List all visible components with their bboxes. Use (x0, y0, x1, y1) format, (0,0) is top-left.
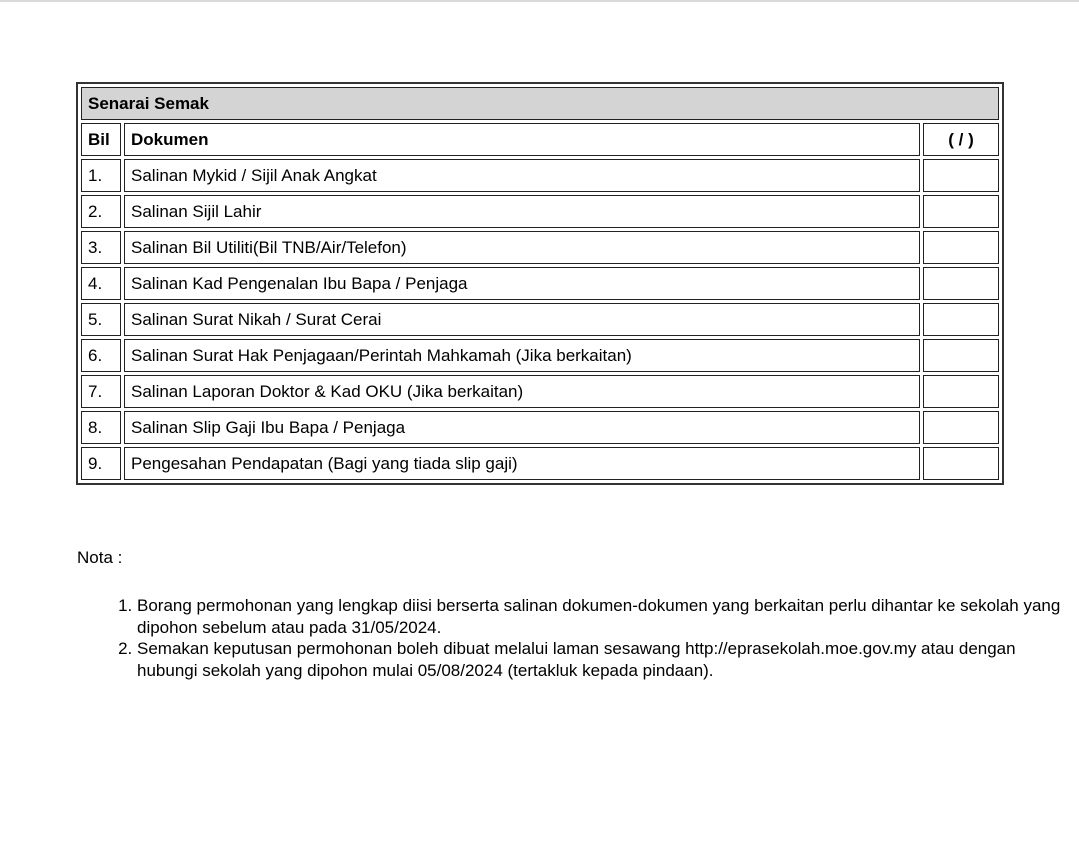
row-number: 5. (81, 303, 121, 336)
header-bil: Bil (81, 123, 121, 156)
row-number: 9. (81, 447, 121, 480)
table-row (81, 267, 999, 300)
table-row (81, 231, 999, 264)
row-document: Pengesahan Pendapatan (Bagi yang tiada slip gaji) (124, 447, 920, 480)
row-document: Salinan Slip Gaji Ibu Bapa / Penjaga (124, 411, 920, 444)
tick-box[interactable] (923, 339, 999, 372)
row-number: 3. (81, 231, 121, 264)
row-document: Salinan Bil Utiliti(Bil TNB/Air/Telefon) (124, 231, 920, 264)
note-item: 1. Borang permohonan yang lengkap diisi berserta salinan dokumen-dokumen yang berkaitan perlu dihantar ke sekolah yang dipohon sebelum atau pada 31/05/2024. (137, 595, 1067, 638)
table-title-row (81, 87, 999, 120)
notes-label: Nota : (77, 548, 123, 567)
row-document: Salinan Laporan Doktor & Kad OKU (Jika berkaitan) (124, 375, 920, 408)
checklist-table (76, 82, 1004, 485)
notes-section (77, 548, 1067, 681)
row-document: Salinan Kad Pengenalan Ibu Bapa / Penjaga (124, 267, 920, 300)
table-row (81, 447, 999, 480)
row-document: Salinan Sijil Lahir (124, 195, 920, 228)
row-document: Salinan Surat Nikah / Surat Cerai (124, 303, 920, 336)
tick-box[interactable] (923, 303, 999, 336)
tick-box[interactable] (923, 375, 999, 408)
row-number: 1. (81, 159, 121, 192)
header-dokumen: Dokumen (124, 123, 920, 156)
row-document: Salinan Surat Hak Penjagaan/Perintah Mahkamah (Jika berkaitan) (124, 339, 920, 372)
row-number: 2. (81, 195, 121, 228)
table-row (81, 339, 999, 372)
row-number: 4. (81, 267, 121, 300)
tick-box[interactable] (923, 159, 999, 192)
table-row (81, 375, 999, 408)
row-document: Salinan Mykid / Sijil Anak Angkat (124, 159, 920, 192)
header-tick: ( / ) (923, 123, 999, 156)
tick-box[interactable] (923, 267, 999, 300)
table-row (81, 303, 999, 336)
notes-list (77, 595, 1067, 681)
note-item: 2. Semakan keputusan permohonan boleh dibuat melalui laman sesawang http://eprasekolah.moe.gov.my atau dengan hubungi sekolah yang dipohon mulai 05/08/2024 (tertakluk kepada pindaan). (137, 638, 1067, 681)
table-title: Senarai Semak (81, 87, 999, 120)
table-row (81, 411, 999, 444)
row-number: 8. (81, 411, 121, 444)
table-row (81, 159, 999, 192)
tick-box[interactable] (923, 231, 999, 264)
table-header-row (81, 123, 999, 156)
table-row (81, 195, 999, 228)
tick-box[interactable] (923, 411, 999, 444)
row-number: 7. (81, 375, 121, 408)
top-divider (0, 0, 1079, 2)
tick-box[interactable] (923, 447, 999, 480)
row-number: 6. (81, 339, 121, 372)
tick-box[interactable] (923, 195, 999, 228)
